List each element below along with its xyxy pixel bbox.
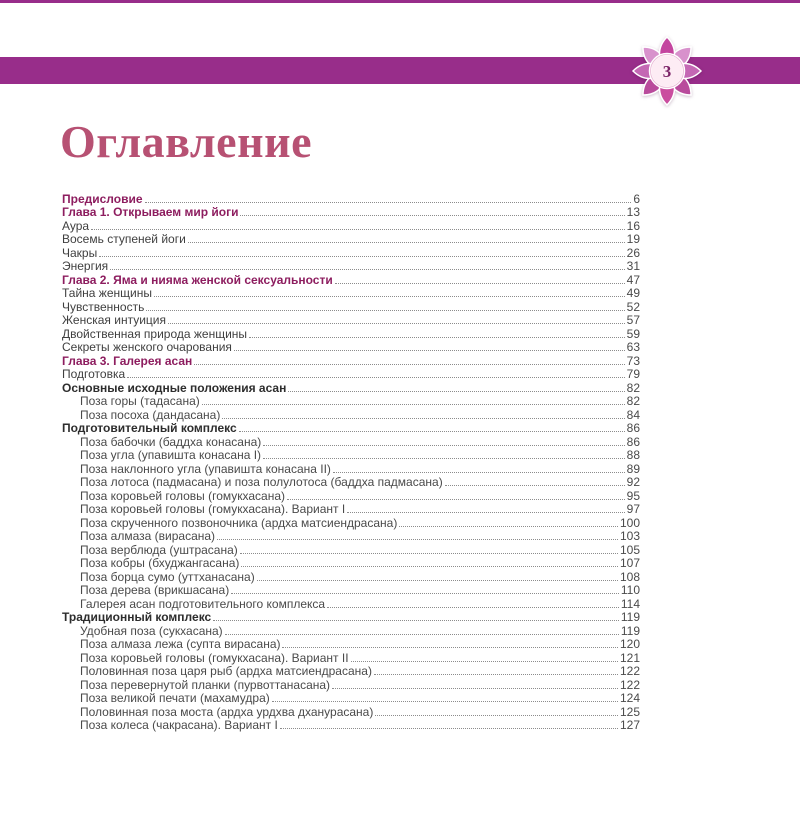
toc-entry	[62, 408, 640, 422]
toc-entry	[62, 557, 640, 571]
toc-entry-label: Поза дерева (врикшасана)	[80, 583, 230, 597]
toc-entry	[62, 678, 640, 692]
toc-entry-page: 92	[626, 475, 640, 489]
toc-entry-label: Поза угла (упавишта конасана I)	[80, 448, 262, 462]
toc-entry-label: Поза колеса (чакрасана). Вариант I	[80, 718, 278, 732]
toc-entry	[62, 192, 640, 206]
dot-leader	[91, 229, 625, 230]
dot-leader	[374, 674, 618, 675]
toc-entry-label: Поза горы (тадасана)	[80, 394, 200, 408]
toc-entry	[62, 651, 640, 665]
toc-entry-label: Поза коровьей головы (гомукхасана). Вариант I	[80, 502, 346, 516]
toc-entry-page: 110	[620, 583, 640, 597]
toc-entry-label: Аура	[62, 218, 90, 233]
lotus-icon	[619, 29, 715, 113]
dot-leader	[213, 620, 619, 621]
toc-entry	[62, 489, 640, 503]
toc-entry	[62, 206, 640, 220]
dot-leader	[327, 607, 619, 608]
toc-entry-page: 49	[626, 286, 640, 300]
toc-entry-label: Глава 1. Открываем мир йоги	[62, 205, 239, 219]
dot-leader	[399, 526, 618, 527]
toc-entry-label: Половинная поза царя рыб (ардха матсиендрасана)	[80, 664, 372, 678]
toc-entry-label: Поза кобры (бхуджангасана)	[80, 556, 240, 570]
toc-entry	[62, 233, 640, 247]
toc-list	[62, 192, 640, 732]
toc-entry-page: 73	[626, 353, 640, 368]
toc-entry-label: Половинная поза моста (ардха урдхва дханурасана)	[80, 704, 374, 719]
toc-entry	[62, 314, 640, 328]
toc-entry-page: 114	[620, 596, 640, 611]
toc-entry-label: Подготовительный комплекс	[62, 421, 237, 435]
toc-entry-page: 122	[619, 664, 640, 678]
toc-entry-page: 13	[626, 205, 640, 219]
dot-leader	[217, 539, 618, 540]
dot-leader	[225, 634, 619, 635]
toc-entry	[62, 476, 640, 490]
dot-leader	[234, 350, 625, 351]
toc-entry-page: 122	[619, 677, 640, 692]
dot-leader	[239, 431, 625, 432]
toc-entry-label: Поза великой печати (махамудра)	[80, 691, 270, 705]
toc-entry-page: 95	[626, 488, 640, 503]
dot-leader	[445, 485, 625, 486]
toc-entry-page: 121	[619, 650, 640, 665]
dot-leader	[145, 202, 632, 203]
toc-entry	[62, 273, 640, 287]
page-number: 3	[662, 62, 672, 81]
toc-entry-page: 57	[626, 313, 640, 327]
toc-entry-label: Поза борца сумо (уттханасана)	[80, 569, 255, 584]
toc-entry	[62, 543, 640, 557]
toc-entry	[62, 449, 640, 463]
toc-entry-page: 26	[626, 245, 640, 260]
toc-entry-page: 120	[619, 637, 640, 651]
toc-entry-label: Поза верблюда (уштрасана)	[80, 542, 238, 557]
dot-leader	[240, 553, 618, 554]
toc-entry	[62, 692, 640, 706]
toc-entry-page: 105	[619, 542, 640, 557]
toc-entry	[62, 300, 640, 314]
dot-leader	[127, 377, 624, 378]
toc-entry-page: 125	[619, 704, 640, 719]
toc-entry-label: Глава 2. Яма и нияма женской сексуальности	[62, 272, 333, 287]
toc-entry-page: 19	[626, 232, 640, 246]
toc-entry-label: Женская интуиция	[62, 313, 166, 327]
toc-entry	[62, 597, 640, 611]
dot-leader	[194, 364, 624, 365]
dot-leader	[287, 499, 625, 500]
toc-entry-page: 86	[626, 421, 640, 435]
toc-entry-page: 31	[626, 259, 640, 273]
toc-entry	[62, 503, 640, 517]
top-accent-line	[0, 0, 800, 3]
dot-leader	[99, 256, 624, 257]
dot-leader	[282, 647, 617, 648]
toc-entry-label: Традиционный комплекс	[62, 610, 212, 624]
toc-entry	[62, 368, 640, 382]
dot-leader	[332, 688, 618, 689]
page-title: Оглавление	[60, 116, 313, 167]
toc-entry	[62, 462, 640, 476]
toc-entry-label: Поза алмаза лежа (супта вирасана)	[80, 637, 281, 651]
toc-entry-page: 108	[619, 569, 640, 584]
dot-leader	[347, 512, 624, 513]
toc-entry	[62, 354, 640, 368]
toc-entry-page: 59	[626, 326, 640, 341]
dot-leader	[375, 715, 618, 716]
toc-entry-page: 84	[626, 407, 640, 422]
toc-entry	[62, 341, 640, 355]
toc-entry-label: Поза коровьей головы (гомукхасана). Вариант II	[80, 650, 349, 665]
dot-leader	[154, 296, 625, 297]
toc-entry	[62, 611, 640, 625]
toc-entry	[62, 260, 640, 274]
toc-entry-page: 124	[619, 691, 640, 705]
toc-entry-label: Чувственность	[62, 299, 145, 314]
dot-leader	[241, 566, 618, 567]
dot-leader	[272, 701, 618, 702]
toc-entry-label: Поза лотоса (падмасана) и поза полулотоса (баддха падмасана)	[80, 475, 443, 489]
toc-entry-page: 97	[626, 502, 640, 516]
toc-entry-page: 88	[626, 448, 640, 462]
toc-entry-page: 127	[619, 718, 640, 732]
toc-entry	[62, 219, 640, 233]
toc-entry-page: 119	[620, 610, 640, 624]
toc-entry-label: Удобная поза (сукхасана)	[80, 623, 223, 638]
toc-entry	[62, 327, 640, 341]
toc-entry-label: Галерея асан подготовительного комплекса	[80, 596, 326, 611]
dot-leader	[288, 391, 624, 392]
toc-entry	[62, 705, 640, 719]
dot-leader	[188, 242, 625, 243]
toc-entry	[62, 435, 640, 449]
toc-entry-label: Поза скрученного позвоночника (ардха матсиендрасана)	[80, 515, 398, 530]
dot-leader	[231, 593, 619, 594]
toc-entry	[62, 395, 640, 409]
dot-leader	[351, 661, 618, 662]
toc-entry-label: Поза бабочки (баддха конасана)	[80, 434, 262, 449]
toc-entry-page: 79	[626, 367, 640, 381]
toc-entry-label: Предисловие	[62, 191, 143, 206]
toc-entry-label: Поза перевернутой планки (пурвоттанасана)	[80, 677, 331, 692]
toc-entry-page: 107	[619, 556, 640, 570]
toc-entry-page: 82	[626, 380, 640, 395]
dot-leader	[335, 283, 625, 284]
dot-leader	[240, 215, 624, 216]
toc-entry-label: Поза наклонного угла (упавишта конасана II)	[80, 461, 331, 476]
toc-entry	[62, 287, 640, 301]
toc-entry-label: Поза посоха (дандасана)	[80, 407, 221, 422]
running-head: ОГЛАВЛЕНИЕ	[311, 120, 408, 134]
toc-entry	[62, 422, 640, 436]
toc-entry	[62, 570, 640, 584]
dot-leader	[263, 445, 624, 446]
toc-entry-page: 86	[626, 434, 640, 449]
toc-entry-page: 6	[633, 191, 640, 206]
dot-leader	[249, 337, 625, 338]
toc-entry-label: Основные исходные положения асан	[62, 380, 287, 395]
toc-entry-page: 89	[626, 461, 640, 476]
dot-leader	[257, 580, 618, 581]
toc-entry	[62, 719, 640, 733]
toc-entry	[62, 381, 640, 395]
toc-entry-label: Тайна женщины	[62, 286, 152, 300]
dot-leader	[110, 269, 624, 270]
toc-entry-page: 63	[626, 340, 640, 354]
toc-entry-label: Восемь ступеней йоги	[62, 232, 186, 246]
dot-leader	[202, 404, 625, 405]
toc-entry-label: Секреты женского очарования	[62, 340, 232, 354]
dot-leader	[263, 458, 625, 459]
toc-entry-label: Двойственная природа женщины	[62, 326, 248, 341]
toc-entry-page: 47	[626, 272, 640, 287]
toc-entry	[62, 246, 640, 260]
toc-entry	[62, 584, 640, 598]
toc-entry	[62, 665, 640, 679]
dot-leader	[168, 323, 625, 324]
toc-entry-page: 103	[619, 529, 640, 543]
toc-entry-label: Подготовка	[62, 367, 126, 381]
toc-entry-label: Поза алмаза (вирасана)	[80, 529, 216, 543]
toc-entry-label: Энергия	[62, 259, 109, 273]
toc-entry	[62, 530, 640, 544]
toc-entry	[62, 638, 640, 652]
toc-entry-label: Поза коровьей головы (гомукхасана)	[80, 488, 286, 503]
toc-entry	[62, 516, 640, 530]
toc-entry-label: Глава 3. Галерея асан	[62, 353, 193, 368]
dot-leader	[146, 310, 624, 311]
dot-leader	[333, 472, 625, 473]
toc-entry	[62, 624, 640, 638]
toc-entry-label: Чакры	[62, 245, 98, 260]
toc-entry-page: 16	[626, 218, 640, 233]
dot-leader	[280, 728, 618, 729]
toc-entry-page: 82	[626, 394, 640, 408]
toc-entry-page: 52	[626, 299, 640, 314]
dot-leader	[222, 418, 624, 419]
toc-entry-page: 119	[620, 623, 640, 638]
toc-entry-page: 100	[619, 515, 640, 530]
